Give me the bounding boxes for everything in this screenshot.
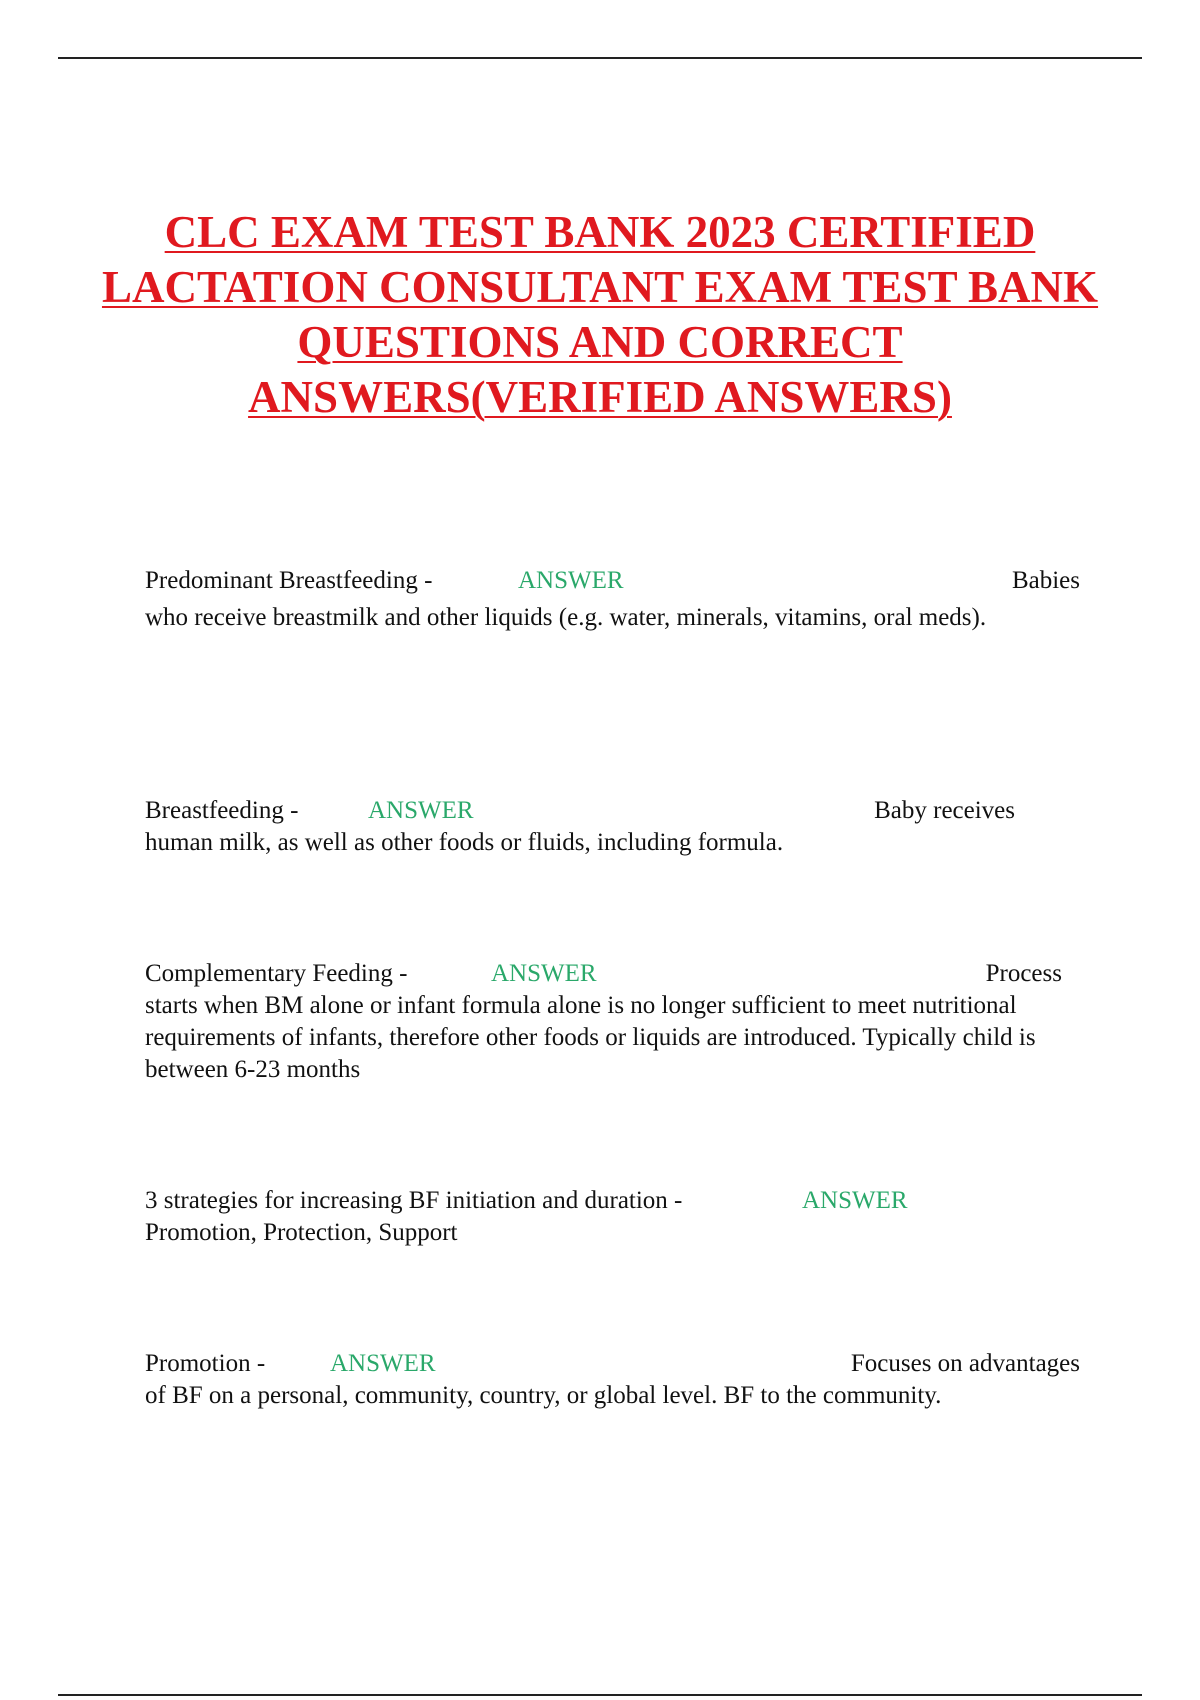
top-rule <box>58 57 1142 59</box>
entry-term: 3 strategies for increasing BF initiation and duration - <box>145 1187 683 1214</box>
answer-label: ANSWER <box>491 960 597 987</box>
answer-label: ANSWER <box>368 797 474 824</box>
entry-term: Complementary Feeding - <box>145 960 408 987</box>
qa-entry-promotion <box>145 1348 1080 1412</box>
qa-entry-bf-strategies <box>145 1185 925 1249</box>
answer-lead-text: Process <box>985 960 1062 987</box>
entry-term: Breastfeeding - <box>145 797 299 824</box>
answer-text: human milk, as well as other foods or fluids, including formula. <box>145 829 784 856</box>
answer-lead-text: Focuses on advantages <box>850 1350 1080 1377</box>
qa-entry-predominant-breastfeeding <box>145 565 1080 636</box>
entry-term: Predominant Breastfeeding - <box>145 567 433 594</box>
entry-term: Promotion - <box>145 1350 266 1377</box>
answer-lead-text: Baby receives <box>874 797 1015 824</box>
document-title: CLC EXAM TEST BANK 2023 CERTIFIED LACTATION CONSULTANT EXAM TEST BANK QUESTIONS AND CORRECT ANSWERS(VERIFIED ANSWERS) <box>101 207 1099 422</box>
answer-text: who receive breastmilk and other liquids (e.g. water, minerals, vitamins, oral meds). <box>145 604 987 631</box>
answer-text: starts when BM alone or infant formula alone is no longer sufficient to meet nutritional requirements of infants, therefore other foods or liquids are introduced. Typically child is between 6-23 months <box>145 992 1036 1083</box>
answer-lead-text: Babies <box>1011 567 1080 594</box>
answer-label: ANSWER <box>330 1350 436 1377</box>
answer-text: Promotion, Protection, Support <box>145 1219 458 1246</box>
qa-entry-complementary-feeding <box>145 958 1062 1086</box>
qa-entry-breastfeeding <box>145 795 1015 859</box>
answer-label: ANSWER <box>802 1187 908 1214</box>
bottom-rule <box>58 1694 1142 1696</box>
answer-label: ANSWER <box>518 567 624 594</box>
answer-text: of BF on a personal, community, country, or global level. BF to the community. <box>145 1382 942 1409</box>
